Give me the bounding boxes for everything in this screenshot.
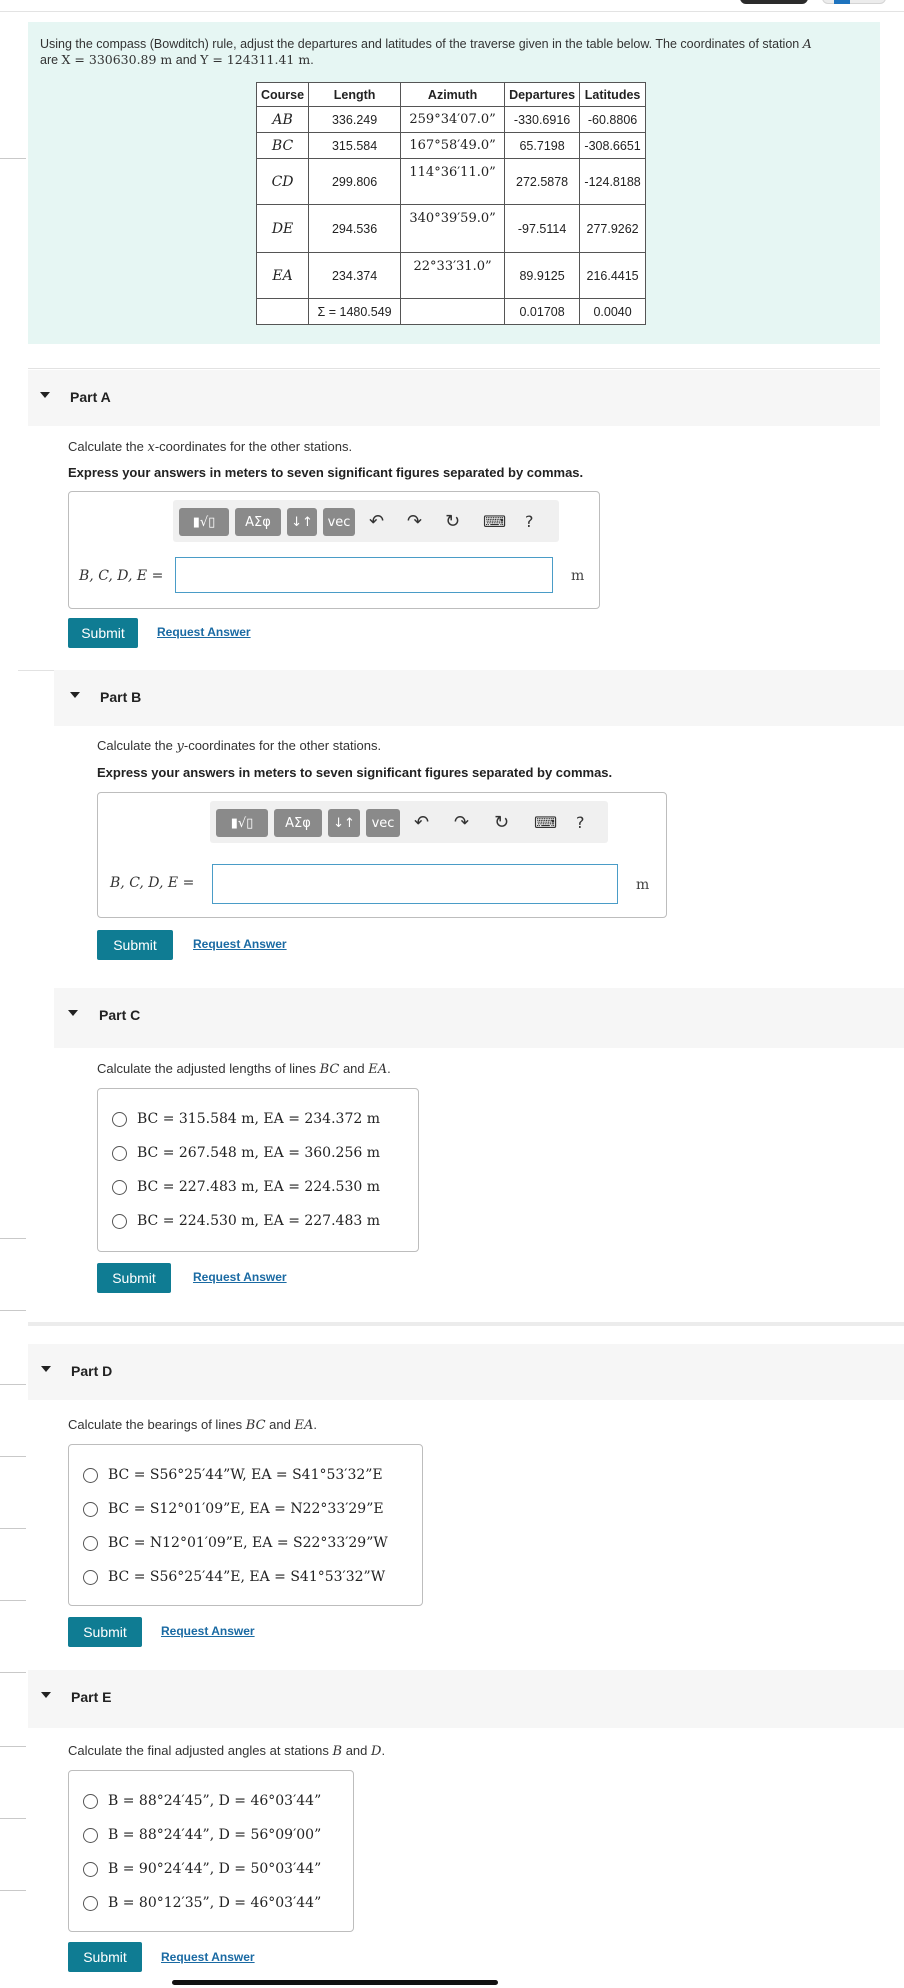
part-b-instruction: Express your answers in meters to seven significant figures separated by commas. <box>97 765 613 780</box>
prompt-text: Calculate the <box>68 439 148 454</box>
station-name: A <box>802 36 812 51</box>
cell-total-latitude: 0.0040 <box>580 299 646 325</box>
subscript-superscript-button[interactable]: ↓↑ <box>328 809 360 837</box>
cell-departure: -97.5114 <box>505 205 580 253</box>
radio-button[interactable] <box>83 1502 98 1517</box>
radio-button[interactable] <box>112 1112 127 1127</box>
line-name: BC <box>319 1062 340 1077</box>
choice-option[interactable] <box>83 1463 383 1487</box>
choice-text: BC = 267.548 m, EA = 360.256 m <box>137 1145 380 1161</box>
keyboard-icon[interactable]: ⌨ <box>534 813 558 832</box>
section-divider <box>28 1322 904 1326</box>
radio-button[interactable] <box>112 1180 127 1195</box>
reset-icon[interactable]: ↻ <box>445 511 461 532</box>
part-d-submit-button[interactable]: Submit <box>68 1617 142 1647</box>
choice-text: BC = 224.530 m, EA = 227.483 m <box>137 1213 380 1229</box>
part-d-choice-list <box>68 1444 423 1606</box>
choice-option[interactable] <box>83 1789 321 1813</box>
radio-button[interactable] <box>83 1570 98 1585</box>
cell-latitude: -60.8806 <box>580 107 646 133</box>
choice-text: BC = N12°01′09”E, EA = S22°33′29”W <box>108 1535 388 1551</box>
cell-empty <box>257 299 309 325</box>
cell-total-departure: 0.01708 <box>505 299 580 325</box>
help-icon[interactable]: ? <box>525 512 534 531</box>
browser-top-bar <box>0 0 904 12</box>
prompt-text: Calculate the final adjusted angles at stations <box>68 1743 333 1758</box>
cell-azimuth: 259°34′07.0” <box>401 107 505 133</box>
cell-length: 299.806 <box>309 159 401 205</box>
margin-tick <box>0 1890 26 1891</box>
cell-latitude: 216.4415 <box>580 253 646 299</box>
prompt-text: and <box>265 1417 295 1432</box>
radio-button[interactable] <box>83 1536 98 1551</box>
part-e-request-answer-link[interactable]: Request Answer <box>161 1950 255 1964</box>
choice-text: BC = 227.483 m, EA = 224.530 m <box>137 1179 380 1195</box>
vector-button[interactable]: vec <box>323 508 355 536</box>
part-e-submit-button[interactable]: Submit <box>68 1942 142 1972</box>
cell-length: 234.374 <box>309 253 401 299</box>
part-b-submit-button[interactable]: Submit <box>97 930 173 960</box>
radio-button[interactable] <box>83 1828 98 1843</box>
margin-tick <box>0 1746 26 1747</box>
margin-tick <box>0 1310 26 1311</box>
statement-text: Using the compass (Bowditch) rule, adjust the departures and latitudes of the traverse given in the table below. The coordinates of station <box>40 37 803 51</box>
prompt-text: and <box>342 1743 371 1758</box>
cell-departure: -330.6916 <box>505 107 580 133</box>
cell-course: BC <box>257 133 309 159</box>
coordinate-x: X = 330630.89 m <box>61 52 173 67</box>
coordinate-y: Y = 124311.41 m <box>200 52 311 67</box>
redo-icon[interactable]: ↷ <box>454 812 470 833</box>
station-name: B <box>332 1744 343 1759</box>
part-c-request-answer-link[interactable]: Request Answer <box>193 1270 287 1284</box>
part-e-prompt <box>68 1743 385 1759</box>
choice-option[interactable] <box>83 1823 321 1847</box>
part-e-choice-list <box>68 1770 354 1932</box>
cell-departure: 89.9125 <box>505 253 580 299</box>
choice-option[interactable] <box>112 1209 380 1233</box>
problem-statement-box <box>28 22 880 344</box>
part-d-request-answer-link[interactable]: Request Answer <box>161 1624 255 1638</box>
table-total-row <box>257 299 646 325</box>
undo-icon[interactable]: ↶ <box>414 812 430 833</box>
redo-icon[interactable]: ↷ <box>407 511 423 532</box>
cell-length: 336.249 <box>309 107 401 133</box>
part-a-submit-button[interactable]: Submit <box>68 618 138 648</box>
traverse-table <box>256 82 646 325</box>
part-a-instruction: Express your answers in meters to seven significant figures separated by commas. <box>68 465 584 480</box>
margin-tick <box>0 1384 26 1385</box>
prompt-text: . <box>381 1743 386 1758</box>
margin-tick <box>0 1672 26 1673</box>
choice-option[interactable] <box>112 1175 380 1199</box>
cell-azimuth: 22°33′31.0” <box>401 253 505 299</box>
top-pill-secondary[interactable] <box>822 0 886 4</box>
problem-statement <box>40 36 870 68</box>
reset-icon[interactable]: ↻ <box>494 812 510 833</box>
template-button[interactable]: ▮√▯ <box>179 508 229 536</box>
choice-text: BC = S12°01′09”E, EA = N22°33′29”E <box>108 1501 384 1517</box>
choice-text: BC = S56°25′44”E, EA = S41°53′32”W <box>108 1569 386 1585</box>
part-e-title: Part E <box>71 1689 112 1705</box>
greek-symbols-button[interactable]: AΣφ <box>274 809 322 837</box>
prompt-text: Calculate the <box>97 738 177 753</box>
table-row <box>257 253 646 299</box>
prompt-text: Calculate the bearings of lines <box>68 1417 246 1432</box>
answer-label: B, C, D, E = <box>79 568 164 584</box>
part-b-answer-input[interactable] <box>212 864 618 904</box>
margin-tick <box>0 158 26 159</box>
answer-label: B, C, D, E = <box>110 875 195 891</box>
column-header: Azimuth <box>401 83 505 107</box>
part-b-title: Part B <box>100 689 142 705</box>
station-name: D <box>371 1744 382 1759</box>
prompt-variable: y <box>176 739 184 754</box>
column-header: Departures <box>505 83 580 107</box>
keyboard-icon[interactable]: ⌨ <box>483 512 507 531</box>
cell-departure: 65.7198 <box>505 133 580 159</box>
cell-latitude: -308.6651 <box>580 133 646 159</box>
cell-length: 315.584 <box>309 133 401 159</box>
part-c-submit-button[interactable]: Submit <box>97 1263 171 1293</box>
choice-option[interactable] <box>83 1857 321 1881</box>
cell-length: 294.536 <box>309 205 401 253</box>
radio-button[interactable] <box>83 1794 98 1809</box>
chevron-down-icon[interactable] <box>40 392 50 398</box>
prompt-text: . <box>387 1061 391 1076</box>
chevron-down-icon[interactable] <box>68 1010 78 1016</box>
statement-text: are <box>40 53 62 67</box>
table-row <box>257 133 646 159</box>
choice-text: B = 88°24′45”, D = 46°03′44” <box>108 1793 322 1809</box>
choice-option[interactable] <box>83 1565 385 1589</box>
line-name: EA <box>368 1062 388 1077</box>
cell-azimuth: 114°36′11.0” <box>401 159 505 205</box>
cell-course: EA <box>257 253 309 299</box>
table-row <box>257 159 646 205</box>
part-a-header[interactable] <box>28 370 880 426</box>
home-indicator <box>172 1980 498 1985</box>
part-e-header[interactable] <box>28 1670 904 1728</box>
help-icon[interactable]: ? <box>576 813 585 832</box>
part-a-prompt <box>68 439 352 455</box>
prompt-text: -coordinates for the other stations. <box>154 439 353 454</box>
choice-text: B = 90°24′44”, D = 50°03′44” <box>108 1861 322 1877</box>
margin-tick <box>0 1818 26 1819</box>
choice-option[interactable] <box>112 1141 380 1165</box>
margin-tick <box>0 1456 26 1457</box>
margin-tick <box>0 1600 26 1601</box>
column-header: Latitudes <box>580 83 646 107</box>
math-toolbar <box>173 500 559 542</box>
part-c-prompt <box>97 1061 391 1077</box>
cell-latitude: -124.8188 <box>580 159 646 205</box>
cell-azimuth: 340°39′59.0” <box>401 205 505 253</box>
greek-symbols-button[interactable]: AΣφ <box>235 508 281 536</box>
choice-text: B = 88°24′44”, D = 56°09′00” <box>108 1827 322 1843</box>
cell-azimuth: 167°58′49.0” <box>401 133 505 159</box>
part-c-title: Part C <box>99 1007 141 1023</box>
table-header-row <box>257 83 646 107</box>
line-name: EA <box>294 1418 314 1433</box>
radio-button[interactable] <box>112 1214 127 1229</box>
table-row <box>257 205 646 253</box>
part-c-choice-list <box>97 1088 419 1252</box>
active-indicator <box>834 0 850 4</box>
radio-button[interactable] <box>83 1896 98 1911</box>
prompt-text: Calculate the adjusted lengths of lines <box>97 1061 320 1076</box>
chevron-down-icon[interactable] <box>70 692 80 698</box>
choice-option[interactable] <box>83 1891 321 1915</box>
cell-course: AB <box>257 107 309 133</box>
cell-latitude: 277.9262 <box>580 205 646 253</box>
part-c-header[interactable] <box>54 988 904 1048</box>
cell-empty <box>401 299 505 325</box>
radio-button[interactable] <box>83 1862 98 1877</box>
part-a-title: Part A <box>70 389 111 405</box>
part-d-title: Part D <box>71 1363 113 1379</box>
cell-course: CD <box>257 159 309 205</box>
margin-tick <box>0 1528 26 1529</box>
part-a-request-answer-link[interactable]: Request Answer <box>157 625 251 639</box>
choice-option[interactable] <box>112 1107 380 1131</box>
cell-total-length: Σ = 1480.549 <box>309 299 401 325</box>
top-pill-button[interactable] <box>740 0 808 4</box>
unit-label: m <box>636 877 650 893</box>
part-a-answer-input[interactable] <box>175 557 553 593</box>
choice-text: BC = 315.584 m, EA = 234.372 m <box>137 1111 380 1127</box>
prompt-text: and <box>339 1061 369 1076</box>
part-b-request-answer-link[interactable]: Request Answer <box>193 937 287 951</box>
prompt-text: -coordinates for the other stations. <box>183 738 382 753</box>
part-b-prompt <box>97 738 381 754</box>
cell-course: DE <box>257 205 309 253</box>
math-toolbar <box>210 801 608 843</box>
radio-button[interactable] <box>83 1468 98 1483</box>
column-header: Length <box>309 83 401 107</box>
part-a-answer-editor <box>68 491 600 609</box>
unit-label: m <box>571 568 585 584</box>
undo-icon[interactable]: ↶ <box>369 511 385 532</box>
statement-text: . <box>310 53 314 67</box>
cell-departure: 272.5878 <box>505 159 580 205</box>
line-name: BC <box>245 1418 266 1433</box>
part-d-prompt <box>68 1417 317 1433</box>
radio-button[interactable] <box>112 1146 127 1161</box>
subscript-superscript-button[interactable]: ↓↑ <box>287 508 317 536</box>
choice-text: B = 80°12′35”, D = 46°03′44” <box>108 1895 322 1911</box>
column-header: Course <box>257 83 309 107</box>
chevron-down-icon[interactable] <box>41 1366 51 1372</box>
chevron-down-icon[interactable] <box>41 1692 51 1698</box>
section-divider <box>28 368 880 369</box>
prompt-text: . <box>313 1417 317 1432</box>
part-d-header[interactable] <box>28 1344 904 1400</box>
part-b-header[interactable] <box>54 670 904 726</box>
prompt-variable: x <box>147 440 155 455</box>
table-row <box>257 107 646 133</box>
part-b-answer-editor <box>97 792 667 918</box>
statement-text: and <box>172 53 201 67</box>
margin-tick <box>0 1238 26 1239</box>
choice-option[interactable] <box>83 1497 384 1521</box>
choice-option[interactable] <box>83 1531 388 1555</box>
template-button[interactable]: ▮√▯ <box>216 809 268 837</box>
vector-button[interactable]: vec <box>366 809 400 837</box>
choice-text: BC = S56°25′44”W, EA = S41°53′32”E <box>108 1467 383 1483</box>
